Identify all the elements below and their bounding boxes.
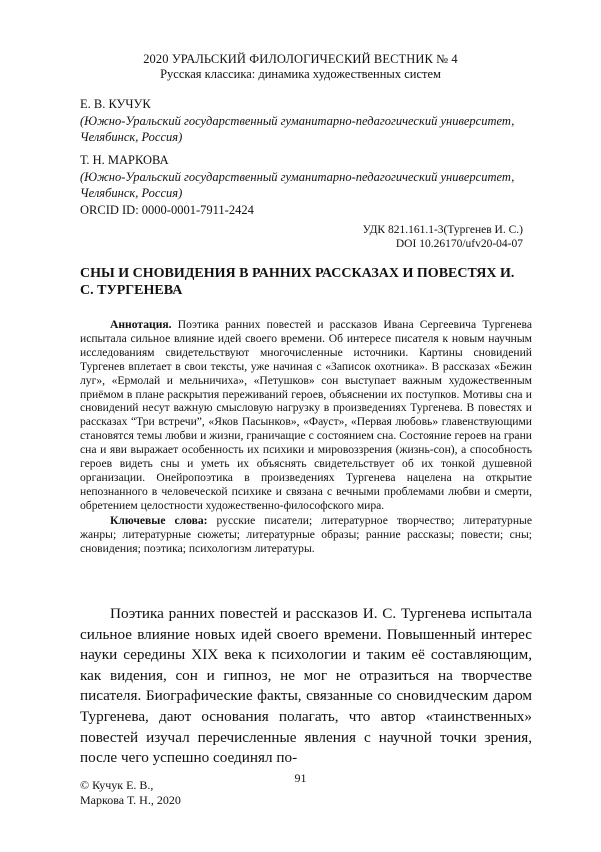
udc-block <box>363 223 523 251</box>
page-number: 91 <box>294 771 307 785</box>
doi-code: DOI 10.26170/ufv20-04-07 <box>395 238 523 250</box>
article-body <box>80 604 532 769</box>
author-affiliation: (Южно-Уральский государственный гуманитарно-педагогический университет, <box>80 113 515 128</box>
keywords-text: русские писатели; литературное творчество; литературные жанры; литературные сюжеты; литературные образы; ранние рассказы; повести; сны; сновидения; поэтика; психологизм литературы. <box>80 513 532 555</box>
author-name: Т. Н. МАРКОВА <box>80 153 169 167</box>
abstract-label: Аннотация. <box>110 318 172 331</box>
abstract-text: Поэтика ранних повестей и рассказов Ивана Сергеевича Тургенева испытала сильное влияние идей своего времени. Об интересе писателя к новым научным исследованиям свидетельствуют многочисленные источники. Картины сновидений Тургенев вплетает в свои тексты, уже начиная с «Записок охотника». В рассказах «Бежин луг», «Ермолай и мельничиха», «Петушков» сон выступает важным художественным приёмом в плане раскрытия переживаний героев, объяснении их поступков. Мотивы сна и сновидений несут важную смысловую нагрузку в произведениях Тургенева. В повестях и рассказах “Три встречи”, «Яков Пасынков», «Фауст», «Первая любовь» главенствующими становятся темы любви и жизни, граничащие с состоянием сна. Состояние героев на грани сна и яви выражает особенность их психики и мировоззрения (жизнь-сон), а способность героев видеть сны и уметь их объяснять свидетельствует об их тонкой душевной организации. Онейропоэтика в произведениях Тургенева нацелена на открытие непознанного в человеческой психике и связана с вечными проблемами любви и смерти, обретением целостности художественно-философского мира. <box>80 318 532 512</box>
author-orcid: ORCID ID: 0000-0001-7911-2424 <box>80 202 254 217</box>
copyright-line: Маркова Т. Н., 2020 <box>80 793 181 807</box>
author-affiliation: (Южно-Уральский государственный гуманитарно-педагогический университет, <box>80 169 515 184</box>
journal-section: Русская классика: динамика художественных систем <box>160 67 441 81</box>
keywords-paragraph <box>80 514 532 556</box>
journal-header: 2020 УРАЛЬСКИЙ ФИЛОЛОГИЧЕСКИЙ ВЕСТНИК № 4 <box>143 52 458 66</box>
copyright-line: © Кучук Е. В., <box>80 778 154 792</box>
author-block-1 <box>80 96 514 146</box>
article-title: СНЫ И СНОВИДЕНИЯ В РАННИХ РАССКАЗАХ И ПОВЕСТЯХ И. С. ТУРГЕНЕВА <box>80 266 515 298</box>
keywords-label: Ключевые слова: <box>110 513 208 527</box>
abstract-block <box>80 318 532 555</box>
author-affiliation-city: Челябинск, Россия) <box>80 130 183 144</box>
author-block-2 <box>80 152 514 218</box>
body-paragraph: Поэтика ранних повестей и рассказов И. С. Тургенева испытала сильное влияние новых идей своего времени. Повышенный интерес науки середины XIX века к психологии и таким её составляющим, как видения, сон и гипноз, не мог не отразиться на творчестве писателя. Биографические факты, связанные со сновидческим даром Тургенева, дают основания полагать, что автор «таинственных» повестей изучал перечисленные явления с научной точки зрения, после чего успешно соединял по- <box>80 605 532 767</box>
author-name: Е. В. КУЧУК <box>80 97 151 111</box>
abstract-paragraph <box>80 318 532 513</box>
author-affiliation-city: Челябинск, Россия) <box>80 186 183 200</box>
udc-code: УДК 821.161.1-3(Тургенев И. С.) <box>362 224 523 236</box>
